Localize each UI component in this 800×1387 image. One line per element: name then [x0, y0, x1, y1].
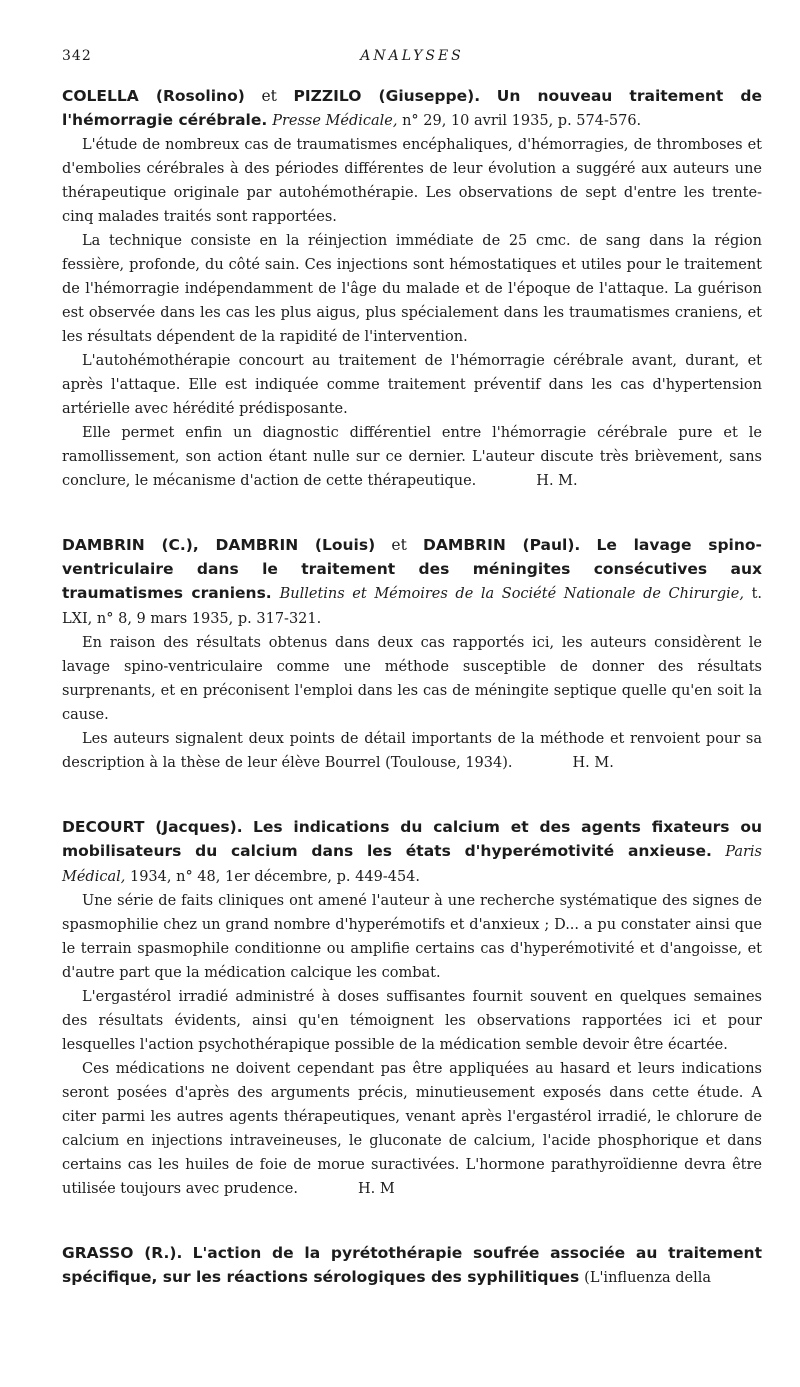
entry-heading [62, 533, 762, 631]
body-paragraph [62, 727, 762, 775]
entry-body [62, 889, 762, 1201]
entry-title: Les indications du calcium et des agents fixateurs ou mobilisateurs du calcium dans les états d'hyperémotivité anxieuse. [62, 818, 762, 860]
entry-title: Un nouveau traitement de l'hémorragie cérébrale. [62, 87, 763, 129]
body-paragraph: En raison des résultats obtenus dans deux cas rapportés ici, les auteurs considèrent le lavage spino-ventriculaire comme une méthode susceptible de donner des résultats surprenants, et en préconisent l'emploi dans les cas de méningite septique quelle qu'en soit la cause. [62, 635, 762, 723]
running-title: ANALYSES [360, 48, 464, 64]
body-paragraph: La technique consiste en la réinjection immédiate de 25 cmc. de sang dans la région fessière, profonde, du côté sain. Ces injections sont hémostatiques et utiles pour le traitement de l'hémorragie indépendamment de l'âge du malade et de l'époque de l'attaque. La guérison est observée dans les cas les plus aigus, plus spécialement dans les traumatismes craniens, et les résultats dépendent de la rapidité de l'intervention. [62, 233, 762, 345]
author-connector: et [391, 536, 407, 554]
entry-authors: GRASSO (R.). [62, 1244, 183, 1262]
journal-name: Bulletins et Mémoires de la Société Nationale de Chirurgie, [279, 586, 744, 602]
body-paragraph: L'étude de nombreux cas de traumatismes encéphaliques, d'hémorragies, de thromboses et d'embolies cérébrales à des périodes différentes de leur évolution a suggéré aux auteurs une thérapeutique originale par autohémothérapie. Les observations de sept d'entre les trente-cinq malades traités sont rapportées. [62, 137, 762, 225]
entry-authors: DAMBRIN (C.), DAMBRIN (Louis) [62, 536, 376, 554]
page-number: 342 [62, 48, 92, 64]
entry-authors: DECOURT (Jacques). [62, 818, 243, 836]
journal-name: Presse Médicale, [272, 113, 398, 129]
reference-details: 1934, n° 48, 1er décembre, p. 449-454. [129, 869, 421, 885]
reference-details: n° 29, 10 avril 1935, p. 574-576. [402, 113, 642, 129]
abstract-entry [62, 815, 762, 1201]
reviewer-initials: H. M. [536, 473, 578, 489]
body-paragraph: L'autohémothérapie concourt au traitement de l'hémorragie cérébrale avant, durant, et après l'attaque. Elle est indiquée comme traitement préventif dans les cas d'hypertension artérielle avec hérédité prédisposante. [62, 353, 762, 417]
paragraph-text: Ces médications ne doivent cependant pas être appliquées au hasard et leurs indications seront posées d'après des arguments précis, minutieusement exposés dans cette étude. A citer parmi les autres agents thérapeutiques, venant après l'ergastérol irradié, le chlorure de calcium en injections intraveineuses, le gluconate de calcium, l'acide phosphorique et dans certains cas les huiles de foie de morue suractivées. L'hormone parathyroïdienne devra être utilisée toujours avec prudence. [62, 1061, 762, 1197]
entry-title: L'action de la pyrétothérapie soufrée associée au traitement spécifique, sur les réactions sérologiques des syphilitiques [62, 1244, 762, 1286]
entry-heading [62, 84, 762, 133]
abstract-entry [62, 533, 762, 775]
abstract-entry [62, 1241, 762, 1290]
reference-details: (L'influenza della [584, 1270, 712, 1286]
author-connector: et [261, 87, 277, 105]
paragraph-text: Elle permet enfin un diagnostic différentiel entre l'hémorragie cérébrale pure et le ramollissement, son action étant nulle sur ce dernier. L'auteur discute très brièvement, sans conclure, le mécanisme d'action de cette thérapeutique. [62, 425, 762, 489]
reference-details: t. LXI, n° 8, 9 mars 1935, p. 317-321. [62, 586, 762, 627]
entry-authors: COLELLA (Rosolino) [62, 87, 245, 105]
entry-heading [62, 1241, 762, 1290]
abstract-entry [62, 84, 762, 493]
entry-authors: PIZZILO (Giuseppe). [293, 87, 481, 105]
body-paragraph [62, 1057, 762, 1201]
entry-body [62, 133, 762, 493]
entry-body [62, 631, 762, 775]
entry-heading [62, 815, 762, 889]
reviewer-initials: H. M. [572, 755, 614, 771]
running-head [62, 48, 762, 72]
paragraph-text: Les auteurs signalent deux points de détail importants de la méthode et renvoient pour sa description à la thèse de leur élève Bourrel (Toulouse, 1934). [62, 731, 762, 771]
journal-name: Paris Médical, [62, 844, 762, 885]
body-paragraph: Une série de faits cliniques ont amené l'auteur à une recherche systématique des signes de spasmophilie chez un grand nombre d'hyperémotifs et d'anxieux ; D... a pu constater ainsi que le terrain spasmophile conditionne ou amplifie certains cas d'hyperémotivité et d'angoisse, et d'autre part que la médication calcique les combat. [62, 893, 762, 981]
body-paragraph [62, 421, 762, 493]
page [62, 48, 762, 1290]
reviewer-initials: H. M [357, 1181, 395, 1197]
body-paragraph: L'ergastérol irradié administré à doses suffisantes fournit souvent en quelques semaines des résultats évidents, ainsi qu'en témoignent les observations rapportées ici et pour lesquelles l'action psychothérapique possible de la médication semble devoir être écartée. [62, 989, 762, 1053]
entry-authors: DAMBRIN (Paul). [423, 536, 581, 554]
entry-title: Le lavage spino-ventriculaire dans le traitement des méningites consécutives aux traumatismes craniens. [62, 536, 762, 602]
